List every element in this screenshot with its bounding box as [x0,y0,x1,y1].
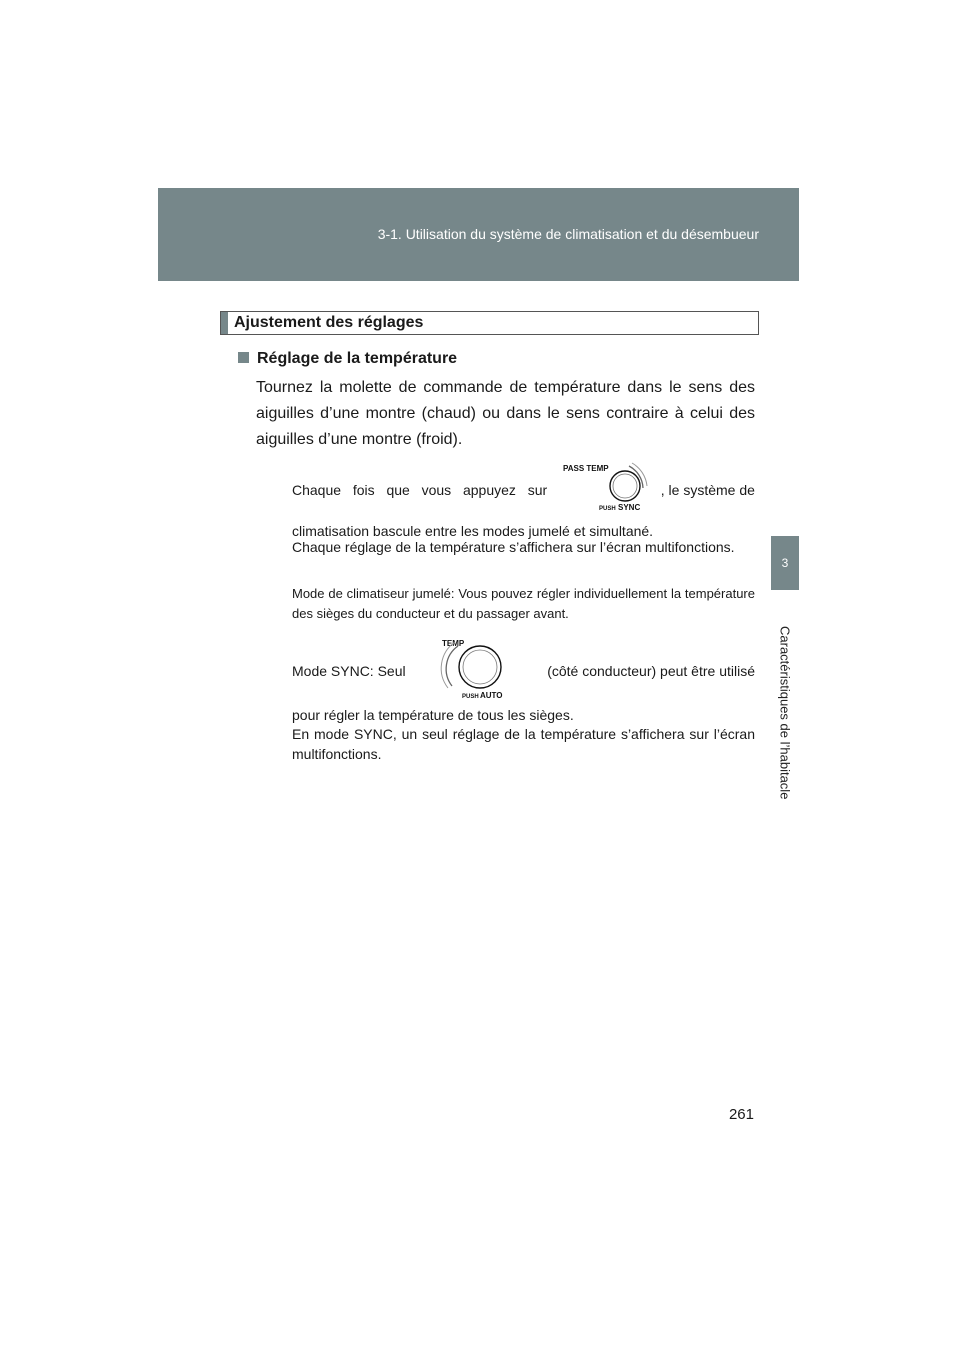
note-sync-mode-line2: pour régler la température de tous les sièges. [292,707,574,723]
note4-lead: Mode SYNC: Seul [292,662,406,679]
note1-word: appuyez [462,481,516,498]
side-tab-chapter-number: 3 [771,536,799,590]
note-temperature-display: Chaque réglage de la température s’affichera sur l’écran multifonctions. [292,539,735,555]
pass-temp-knob-icon [559,458,649,521]
note1-word: sur [527,481,548,498]
note1-tail: , le système de [660,481,755,498]
knob-label-pass-temp: PASS TEMP [562,464,609,473]
side-tab-label-text: Caractéristiques de l’habitacle [777,625,793,800]
section-heading-title: Ajustement des réglages [234,314,424,331]
note1-word: fois [352,481,375,498]
note-dual-mode-description: Mode de climatiseur jumelé: Vous pouvez régler individuellement la température des sièges du conducteur et du passager avant. [292,586,755,621]
note1-word: vous [421,481,452,498]
section-heading-accent-bar [221,312,228,334]
temperature-subheading [238,350,457,368]
note-sync-mode-line1 [292,636,755,705]
knob-label-sync: SYNC [617,503,641,512]
page-number: 261 [728,1106,754,1123]
knob-label-push: PUSH [598,506,616,512]
temperature-subheading-text: Réglage de la température [257,350,458,367]
temperature-paragraph: Tournez la molette de commande de température dans le sens des aiguilles d’une montre (chaud) ou dans le sens contraire à celui des aiguilles d’une montre (froid). [256,379,755,448]
note1-word: que [386,481,410,498]
square-bullet-icon [238,352,249,363]
note4-tail: (côté conducteur) peut être utilisé [547,662,755,679]
knob-label-temp: TEMP [442,639,465,648]
side-tab-chapter-label [771,600,799,825]
knob-label-push-auto: PUSH [462,694,480,700]
note1-word: Chaque [292,481,342,498]
chapter-section-title: 3-1. Utilisation du système de climatisation et du désembueur [377,226,759,242]
note-sync-mode [292,636,755,725]
note-dual-mode-line2: climatisation bascule entre les modes jumelé et simultané. [292,523,654,539]
note-dual-mode-line1 [292,458,755,521]
temp-knob-icon [428,636,524,705]
section-heading-box [220,311,759,335]
chapter-header-band [158,188,799,281]
note-sync-display: En mode SYNC, un seul réglage de la température s’affichera sur l’écran multifonctions. [292,726,755,762]
note-dual-mode [292,458,755,541]
knob-label-auto: AUTO [480,691,503,700]
